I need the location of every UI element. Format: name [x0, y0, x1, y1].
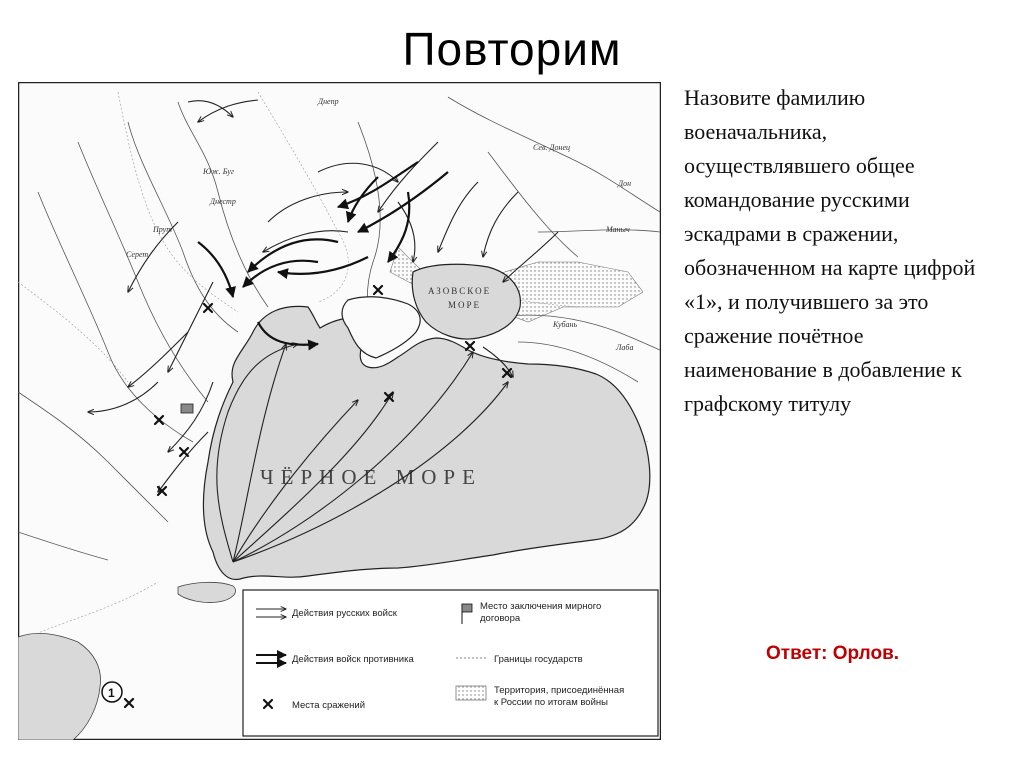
legend-territory-label-line2: к России по итогам войны: [494, 697, 608, 708]
river-label-sev-donets: Сев. Донец: [533, 143, 571, 152]
black-sea-label: ЧЁРНОЕ МОРЕ: [260, 465, 482, 489]
legend-russian-actions-label: Действия русских войск: [292, 608, 397, 619]
question-text: Назовите фамилию военачальника, осуществлявшего общее командование русскими эскадрами в сражении, обозначенном на карте цифрой «1», и получившего за это сражение почётное наименование в добавление к графскому титулу: [684, 85, 976, 416]
river-label-laba: Лаба: [616, 343, 634, 352]
answer-text: Ответ: Орлов.: [766, 643, 900, 664]
battle-marker-1-label: 1: [108, 686, 115, 700]
slide-title: Повторим: [402, 23, 622, 75]
river-label-manych: Маныч: [606, 225, 630, 234]
historical-map: [18, 82, 661, 740]
legend-battles-label: Места сражений: [292, 700, 366, 711]
river-label-prut: Прут: [153, 225, 172, 234]
battle-marker-1: [102, 682, 122, 702]
river-label-yuzh-bug: Юж. Буг: [203, 167, 235, 176]
legend-territory-icon: [456, 686, 486, 700]
azov-sea-label-line2: МОРЕ: [448, 300, 482, 310]
legend-borders-label: Границы государств: [494, 654, 583, 665]
legend-territory-label-line1: Территория, присоединённая: [494, 685, 625, 696]
river-label-don: Дон: [618, 179, 632, 188]
river-label-dnestr: Днестр: [210, 197, 236, 206]
peace-treaty-marker: [181, 404, 193, 413]
map-legend: [243, 590, 658, 736]
river-label-kuban: Кубань: [553, 320, 578, 329]
river-label-dnepr: Днепр: [318, 97, 339, 106]
azov-sea-label-line1: АЗОВСКОЕ: [428, 286, 492, 296]
legend-peace-treaty-label-line2: договора: [480, 613, 521, 624]
legend-peace-treaty-label-line1: Место заключения мирного: [480, 601, 602, 612]
legend-enemy-actions-label: Действия войск противника: [292, 654, 414, 665]
river-label-seret: Серет: [126, 250, 149, 259]
